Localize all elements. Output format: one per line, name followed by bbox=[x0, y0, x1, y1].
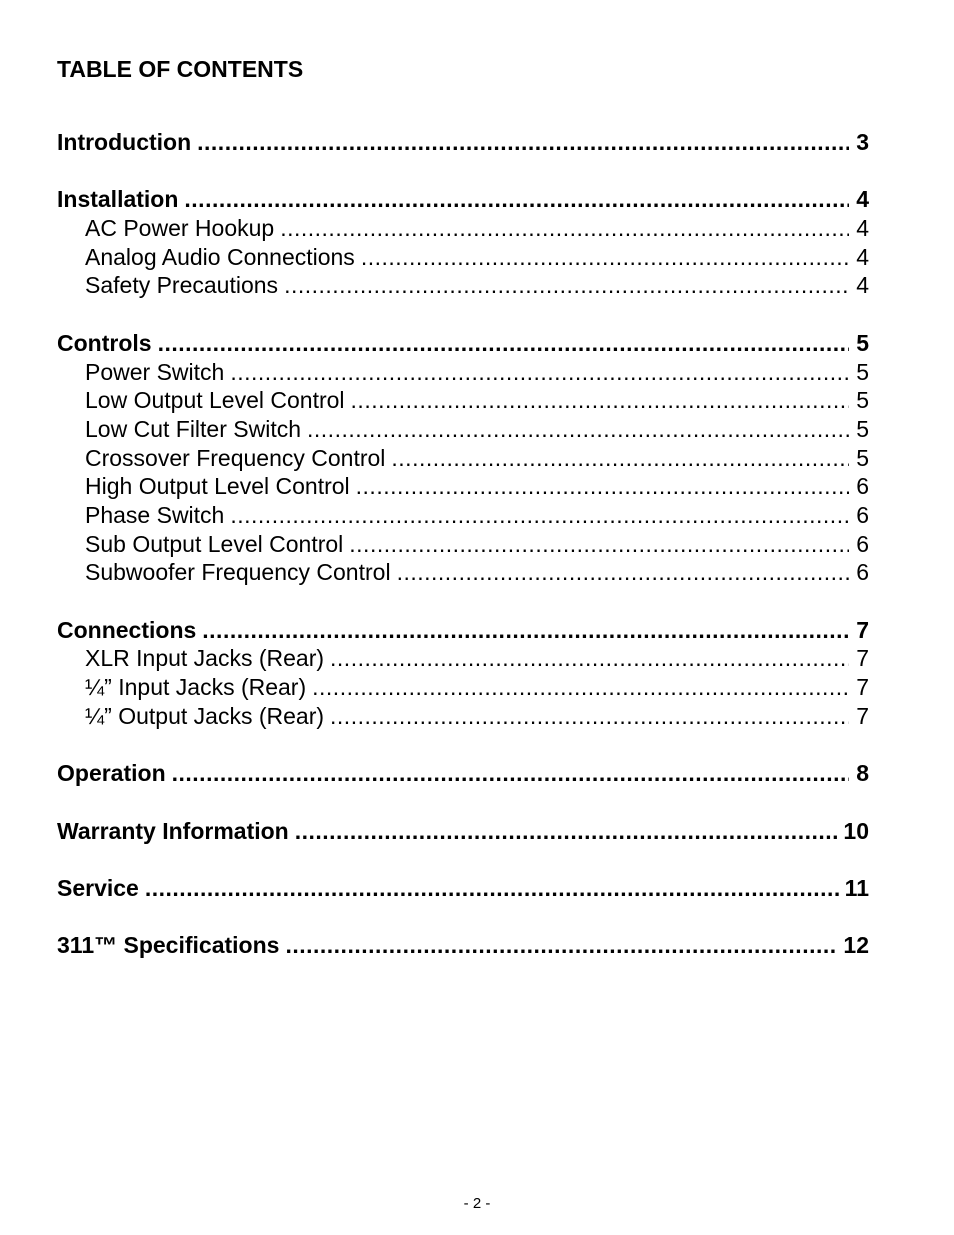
toc-entry-page: 11 bbox=[844, 874, 869, 901]
toc-subentry-page: 7 bbox=[856, 645, 869, 672]
dot-leader bbox=[307, 415, 849, 444]
toc-subentry[interactable] bbox=[57, 472, 869, 501]
toc-subentry[interactable] bbox=[57, 444, 869, 473]
toc-section-service bbox=[57, 874, 869, 903]
toc-entry-title: Warranty Information bbox=[57, 817, 289, 844]
dot-leader bbox=[397, 558, 849, 587]
toc-subentry[interactable] bbox=[57, 702, 869, 731]
toc-subentry-page: 5 bbox=[856, 358, 869, 385]
toc-entry[interactable] bbox=[57, 817, 869, 846]
toc-subentry-title: Low Output Level Control bbox=[85, 387, 345, 414]
page-number: - 2 - bbox=[463, 1195, 491, 1212]
dot-leader bbox=[230, 501, 849, 530]
toc-section-specifications bbox=[57, 931, 869, 960]
toc-subentry-page: 4 bbox=[856, 215, 869, 242]
toc-entry-title: Connections bbox=[57, 616, 197, 643]
toc-subentry-title: AC Power Hookup bbox=[85, 215, 275, 242]
toc-entry-title: Controls bbox=[57, 329, 152, 356]
toc-subentry[interactable] bbox=[57, 501, 869, 530]
dot-leader bbox=[349, 530, 849, 559]
toc-subentry-page: 6 bbox=[856, 473, 869, 500]
toc-entry-title: 311™ Specifications bbox=[57, 932, 280, 959]
toc-subentry[interactable] bbox=[57, 271, 869, 300]
dot-leader bbox=[361, 243, 849, 272]
toc-subentry-page: 5 bbox=[856, 444, 869, 471]
dot-leader bbox=[284, 271, 849, 300]
toc-subentry[interactable] bbox=[57, 386, 869, 415]
page-heading: TABLE OF CONTENTS bbox=[57, 56, 304, 82]
dot-leader bbox=[330, 702, 849, 731]
toc-subentry-page: 6 bbox=[856, 501, 869, 528]
toc-subentry-title: Phase Switch bbox=[85, 501, 225, 528]
toc-entry-page: 5 bbox=[856, 329, 869, 356]
toc-subentry-title: Sub Output Level Control bbox=[85, 530, 344, 557]
toc-subentry-title: Subwoofer Frequency Control bbox=[85, 559, 391, 586]
toc-subentry-title: Low Cut Filter Switch bbox=[85, 415, 302, 442]
toc-entry[interactable] bbox=[57, 759, 869, 788]
dot-leader bbox=[391, 444, 849, 473]
toc-subentry-page: 4 bbox=[856, 243, 869, 270]
toc-subentry[interactable] bbox=[57, 644, 869, 673]
toc-entry[interactable] bbox=[57, 329, 869, 358]
toc-entry-title: Service bbox=[57, 874, 139, 901]
dot-leader bbox=[295, 817, 838, 846]
toc-subentry-title: ¼” Output Jacks (Rear) bbox=[85, 702, 325, 729]
toc-subentry[interactable] bbox=[57, 558, 869, 587]
toc-subentry[interactable] bbox=[57, 415, 869, 444]
toc-entry[interactable] bbox=[57, 128, 869, 157]
toc-entry-page: 12 bbox=[843, 932, 869, 959]
toc-subentry-page: 7 bbox=[856, 674, 869, 701]
toc-subentry-title: ¼” Input Jacks (Rear) bbox=[85, 674, 307, 701]
toc-entry-page: 8 bbox=[856, 760, 869, 787]
toc-section-connections bbox=[57, 616, 869, 731]
toc-entry-title: Operation bbox=[57, 760, 166, 787]
toc-entry-title: Installation bbox=[57, 186, 179, 213]
dot-leader bbox=[285, 931, 837, 960]
dot-leader bbox=[184, 185, 849, 214]
toc-subentry-title: Power Switch bbox=[85, 358, 225, 385]
toc-entry-page: 3 bbox=[856, 129, 869, 155]
dot-leader bbox=[202, 616, 849, 645]
dot-leader bbox=[312, 673, 849, 702]
toc-subentry-page: 7 bbox=[856, 702, 869, 729]
dot-leader bbox=[280, 214, 849, 243]
toc-subentry-title: XLR Input Jacks (Rear) bbox=[85, 645, 325, 672]
toc-entry[interactable] bbox=[57, 185, 869, 214]
toc-entry-page: 4 bbox=[856, 186, 869, 213]
toc-section-introduction bbox=[57, 128, 869, 157]
toc-section-operation bbox=[57, 759, 869, 788]
toc-entry[interactable] bbox=[57, 931, 869, 960]
toc-subentry[interactable] bbox=[57, 214, 869, 243]
toc-entry-page: 10 bbox=[843, 817, 869, 844]
dot-leader bbox=[230, 358, 849, 387]
toc-subentry-page: 5 bbox=[856, 387, 869, 414]
dot-leader bbox=[158, 329, 849, 358]
toc-subentry-page: 5 bbox=[856, 415, 869, 442]
toc-subentry-title: Crossover Frequency Control bbox=[85, 444, 386, 471]
dot-leader bbox=[172, 759, 849, 788]
toc-entry[interactable] bbox=[57, 874, 869, 903]
toc-section-controls bbox=[57, 329, 869, 587]
toc-subentry-page: 6 bbox=[856, 559, 869, 586]
toc-subentry[interactable] bbox=[57, 530, 869, 559]
dot-leader bbox=[356, 472, 849, 501]
toc-subentry-page: 4 bbox=[856, 272, 869, 299]
toc-subentry[interactable] bbox=[57, 673, 869, 702]
toc-subentry-title: Safety Precautions bbox=[85, 272, 279, 299]
toc-subentry-title: High Output Level Control bbox=[85, 473, 350, 500]
toc-subentry-title: Analog Audio Connections bbox=[85, 243, 355, 270]
toc-section-installation bbox=[57, 185, 869, 300]
toc-entry-title: Introduction bbox=[57, 129, 192, 155]
dot-leader bbox=[145, 874, 839, 903]
dot-leader bbox=[197, 128, 849, 157]
toc-entry[interactable] bbox=[57, 616, 869, 645]
toc-entry-page: 7 bbox=[856, 616, 869, 643]
dot-leader bbox=[351, 386, 849, 415]
table-of-contents bbox=[57, 128, 869, 989]
toc-section-warranty bbox=[57, 817, 869, 846]
toc-subentry[interactable] bbox=[57, 358, 869, 387]
dot-leader bbox=[330, 644, 849, 673]
toc-subentry-page: 6 bbox=[856, 530, 869, 557]
toc-subentry[interactable] bbox=[57, 243, 869, 272]
